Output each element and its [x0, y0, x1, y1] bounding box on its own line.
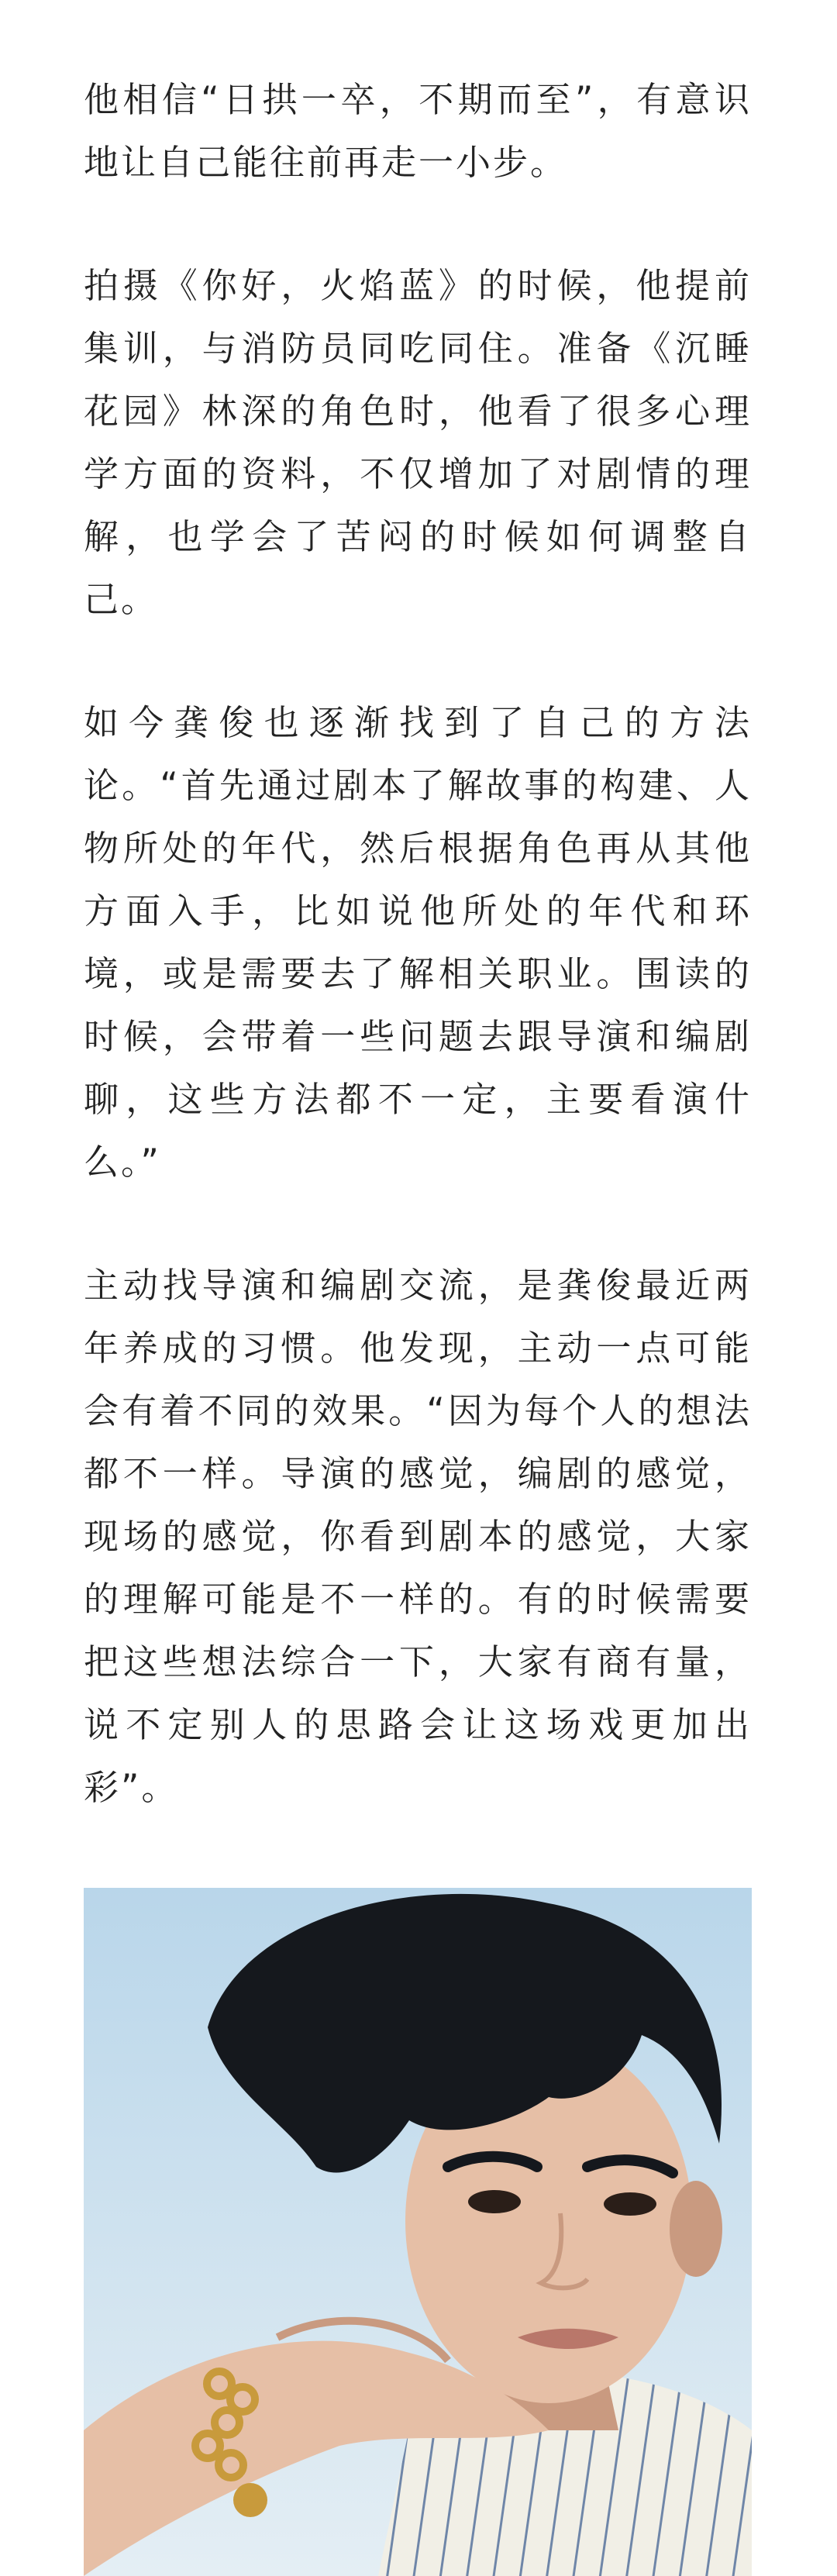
paragraph-4: 主动找导演和编剧交流，是龚俊最近两年养成的习惯。他发现，主动一点可能会有着不同的效果。“因为每个人的想法都不一样。导演的感觉，编剧的感觉，现场的感觉，你看到剧本的感觉，大家的理解可能是不一样的。有的时候需要把这些想法综合一下，大家有商有量，说不定别人的思路会让这场戏更加出彩”。 [84, 1265, 752, 1808]
paragraph-3: 如今龚俊也逐渐找到了自己的方法论。“首先通过剧本了解故事的构建、人物所处的年代，然后根据角色再从其他方面入手，比如说他所处的年代和环境，或是需要去了解相关职业。围读的时候，会带着一些问题去跟导演和编剧聊，这些方法都不一定，主要看演什么。” [84, 702, 752, 1183]
paragraph-1: 他相信“日拱一卒，不期而至”，有意识地让自己能往前再走一小步。 [84, 79, 752, 183]
article-body [84, 68, 752, 1879]
portrait-illustration [84, 1888, 752, 2576]
left-eye [468, 2190, 521, 2213]
right-eye [604, 2192, 656, 2216]
portrait-photo [84, 1888, 752, 2576]
ear [670, 2181, 722, 2277]
paragraph-2: 拍摄《你好，火焰蓝》的时候，他提前集训，与消防员同吃同住。准备《沉睡花园》林深的角色时，他看了很多心理学方面的资料，不仅增加了对剧情的理解，也学会了苦闷的时候如何调整自己。 [84, 265, 752, 620]
